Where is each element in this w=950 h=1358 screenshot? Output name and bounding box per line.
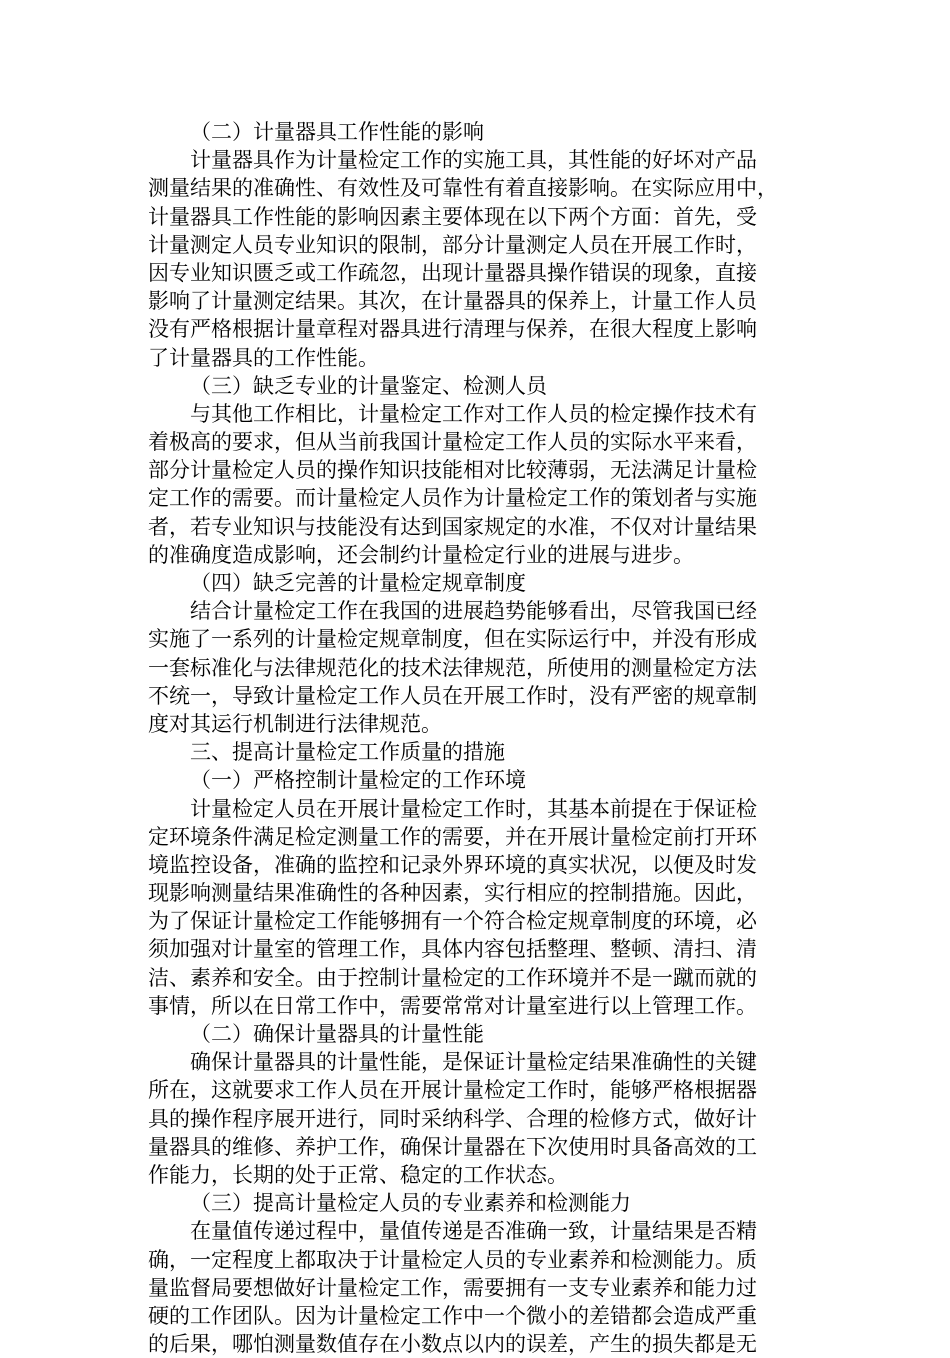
paragraph-line: 着极高的要求，但从当前我国计量检定工作人员的实际水平来看， xyxy=(148,430,757,455)
paragraph-line: 的后果，哪怕测量数值存在小数点以内的误差，产生的损失都是无 xyxy=(148,1332,757,1357)
paragraph-line: 境监控设备，准确的监控和记录外界环境的真实状况，以便及时发 xyxy=(148,852,757,877)
paragraph-line: 部分计量检定人员的操作知识技能相对比较薄弱，无法满足计量检 xyxy=(148,458,757,483)
paragraph-line: 与其他工作相比，计量检定工作对工作人员的检定操作技术有 xyxy=(190,401,757,426)
paragraph-line: 作能力，长期的处于正常、稳定的工作状态。 xyxy=(148,1162,568,1187)
paragraph-line: 确，一定程度上都取决于计量检定人员的专业素养和检测能力。质 xyxy=(148,1247,757,1272)
section-heading: （一）严格控制计量检定的工作环境 xyxy=(190,768,526,793)
paragraph-line: 一套标准化与法律规范化的技术法律规范，所使用的测量检定方法 xyxy=(148,655,757,680)
section-heading: （二）计量器具工作性能的影响 xyxy=(190,120,484,144)
section-heading: （三）缺乏专业的计量鉴定、检测人员 xyxy=(190,373,547,398)
paragraph-line: 定工作的需要。而计量检定人员作为计量检定工作的策划者与实施 xyxy=(148,486,757,511)
paragraph-line: 实施了一系列的计量检定规章制度，但在实际运行中，并没有形成 xyxy=(148,627,757,652)
paragraph-line: 测量结果的准确性、有效性及可靠性有着直接影响。在实际应用中， xyxy=(148,176,778,201)
paragraph-line: 计量测定人员专业知识的限制，部分计量测定人员在开展工作时， xyxy=(148,232,757,257)
paragraph-line: 定环境条件满足检定测量工作的需要，并在开展计量检定前打开环 xyxy=(148,824,757,849)
paragraph-line: 确保计量器具的计量性能，是保证计量检定结果准确性的关键 xyxy=(190,1050,757,1075)
paragraph-line: 计量器具工作性能的影响因素主要体现在以下两个方面：首先，受 xyxy=(148,204,757,229)
section-heading: （四）缺乏完善的计量检定规章制度 xyxy=(190,571,526,595)
paragraph-line: 计量器具作为计量检定工作的实施工具，其性能的好坏对产品 xyxy=(190,148,757,173)
paragraph-line: 量监督局要想做好计量检定工作，需要拥有一支专业素养和能力过 xyxy=(148,1275,757,1300)
paragraph-line: 不统一，导致计量检定工作人员在开展工作时，没有严密的规章制 xyxy=(148,683,757,708)
paragraph-line: 没有严格根据计量章程对器具进行清理与保养，在很大程度上影响 xyxy=(148,317,757,342)
paragraph-line: 结合计量检定工作在我国的进展趋势能够看出，尽管我国已经 xyxy=(190,599,757,624)
paragraph-line: 事情，所以在日常工作中，需要常常对计量室进行以上管理工作。 xyxy=(148,993,757,1018)
paragraph-line: 为了保证计量检定工作能够拥有一个符合检定规章制度的环境，必 xyxy=(148,909,757,934)
section-heading: （二）确保计量器具的计量性能 xyxy=(190,1022,484,1046)
paragraph-line: 在量值传递过程中，量值传递是否准确一致，计量结果是否精 xyxy=(190,1219,757,1244)
paragraph-line: 影响了计量测定结果。其次，在计量器具的保养上，计量工作人员 xyxy=(148,289,757,314)
paragraph-line: 现影响测量结果准确性的各种因素，实行相应的控制措施。因此， xyxy=(148,881,757,906)
paragraph-line: 具的操作程序展开进行，同时采纳科学、合理的检修方式，做好计 xyxy=(148,1106,757,1131)
paragraph-line: 度对其运行机制进行法律规范。 xyxy=(148,711,442,736)
section-heading: （三）提高计量检定人员的专业素养和检测能力 xyxy=(190,1191,631,1216)
paragraph-line: 的准确度造成影响，还会制约计量检定行业的进展与进步。 xyxy=(148,542,694,567)
paragraph-line: 量器具的维修、养护工作，确保计量器在下次使用时具备高效的工 xyxy=(148,1134,757,1159)
paragraph-line: 洁、素养和安全。由于控制计量检定的工作环境并不是一蹴而就的 xyxy=(148,965,757,990)
section-heading: 三、提高计量检定工作质量的措施 xyxy=(190,740,505,765)
paragraph-line: 者，若专业知识与技能没有达到国家规定的水准，不仅对计量结果 xyxy=(148,514,757,539)
document-page xyxy=(148,118,798,1358)
paragraph-line: 计量检定人员在开展计量检定工作时，其基本前提在于保证检 xyxy=(190,796,757,821)
paragraph-line: 所在，这就要求工作人员在开展计量检定工作时，能够严格根据器 xyxy=(148,1078,757,1103)
paragraph-line: 了计量器具的工作性能。 xyxy=(148,345,379,370)
paragraph-line: 因专业知识匮乏或工作疏忽，出现计量器具操作错误的现象，直接 xyxy=(148,260,757,285)
paragraph-line: 硬的工作团队。因为计量检定工作中一个微小的差错都会造成严重 xyxy=(148,1303,757,1328)
paragraph-line: 须加强对计量室的管理工作，具体内容包括整理、整顿、清扫、清 xyxy=(148,937,757,962)
